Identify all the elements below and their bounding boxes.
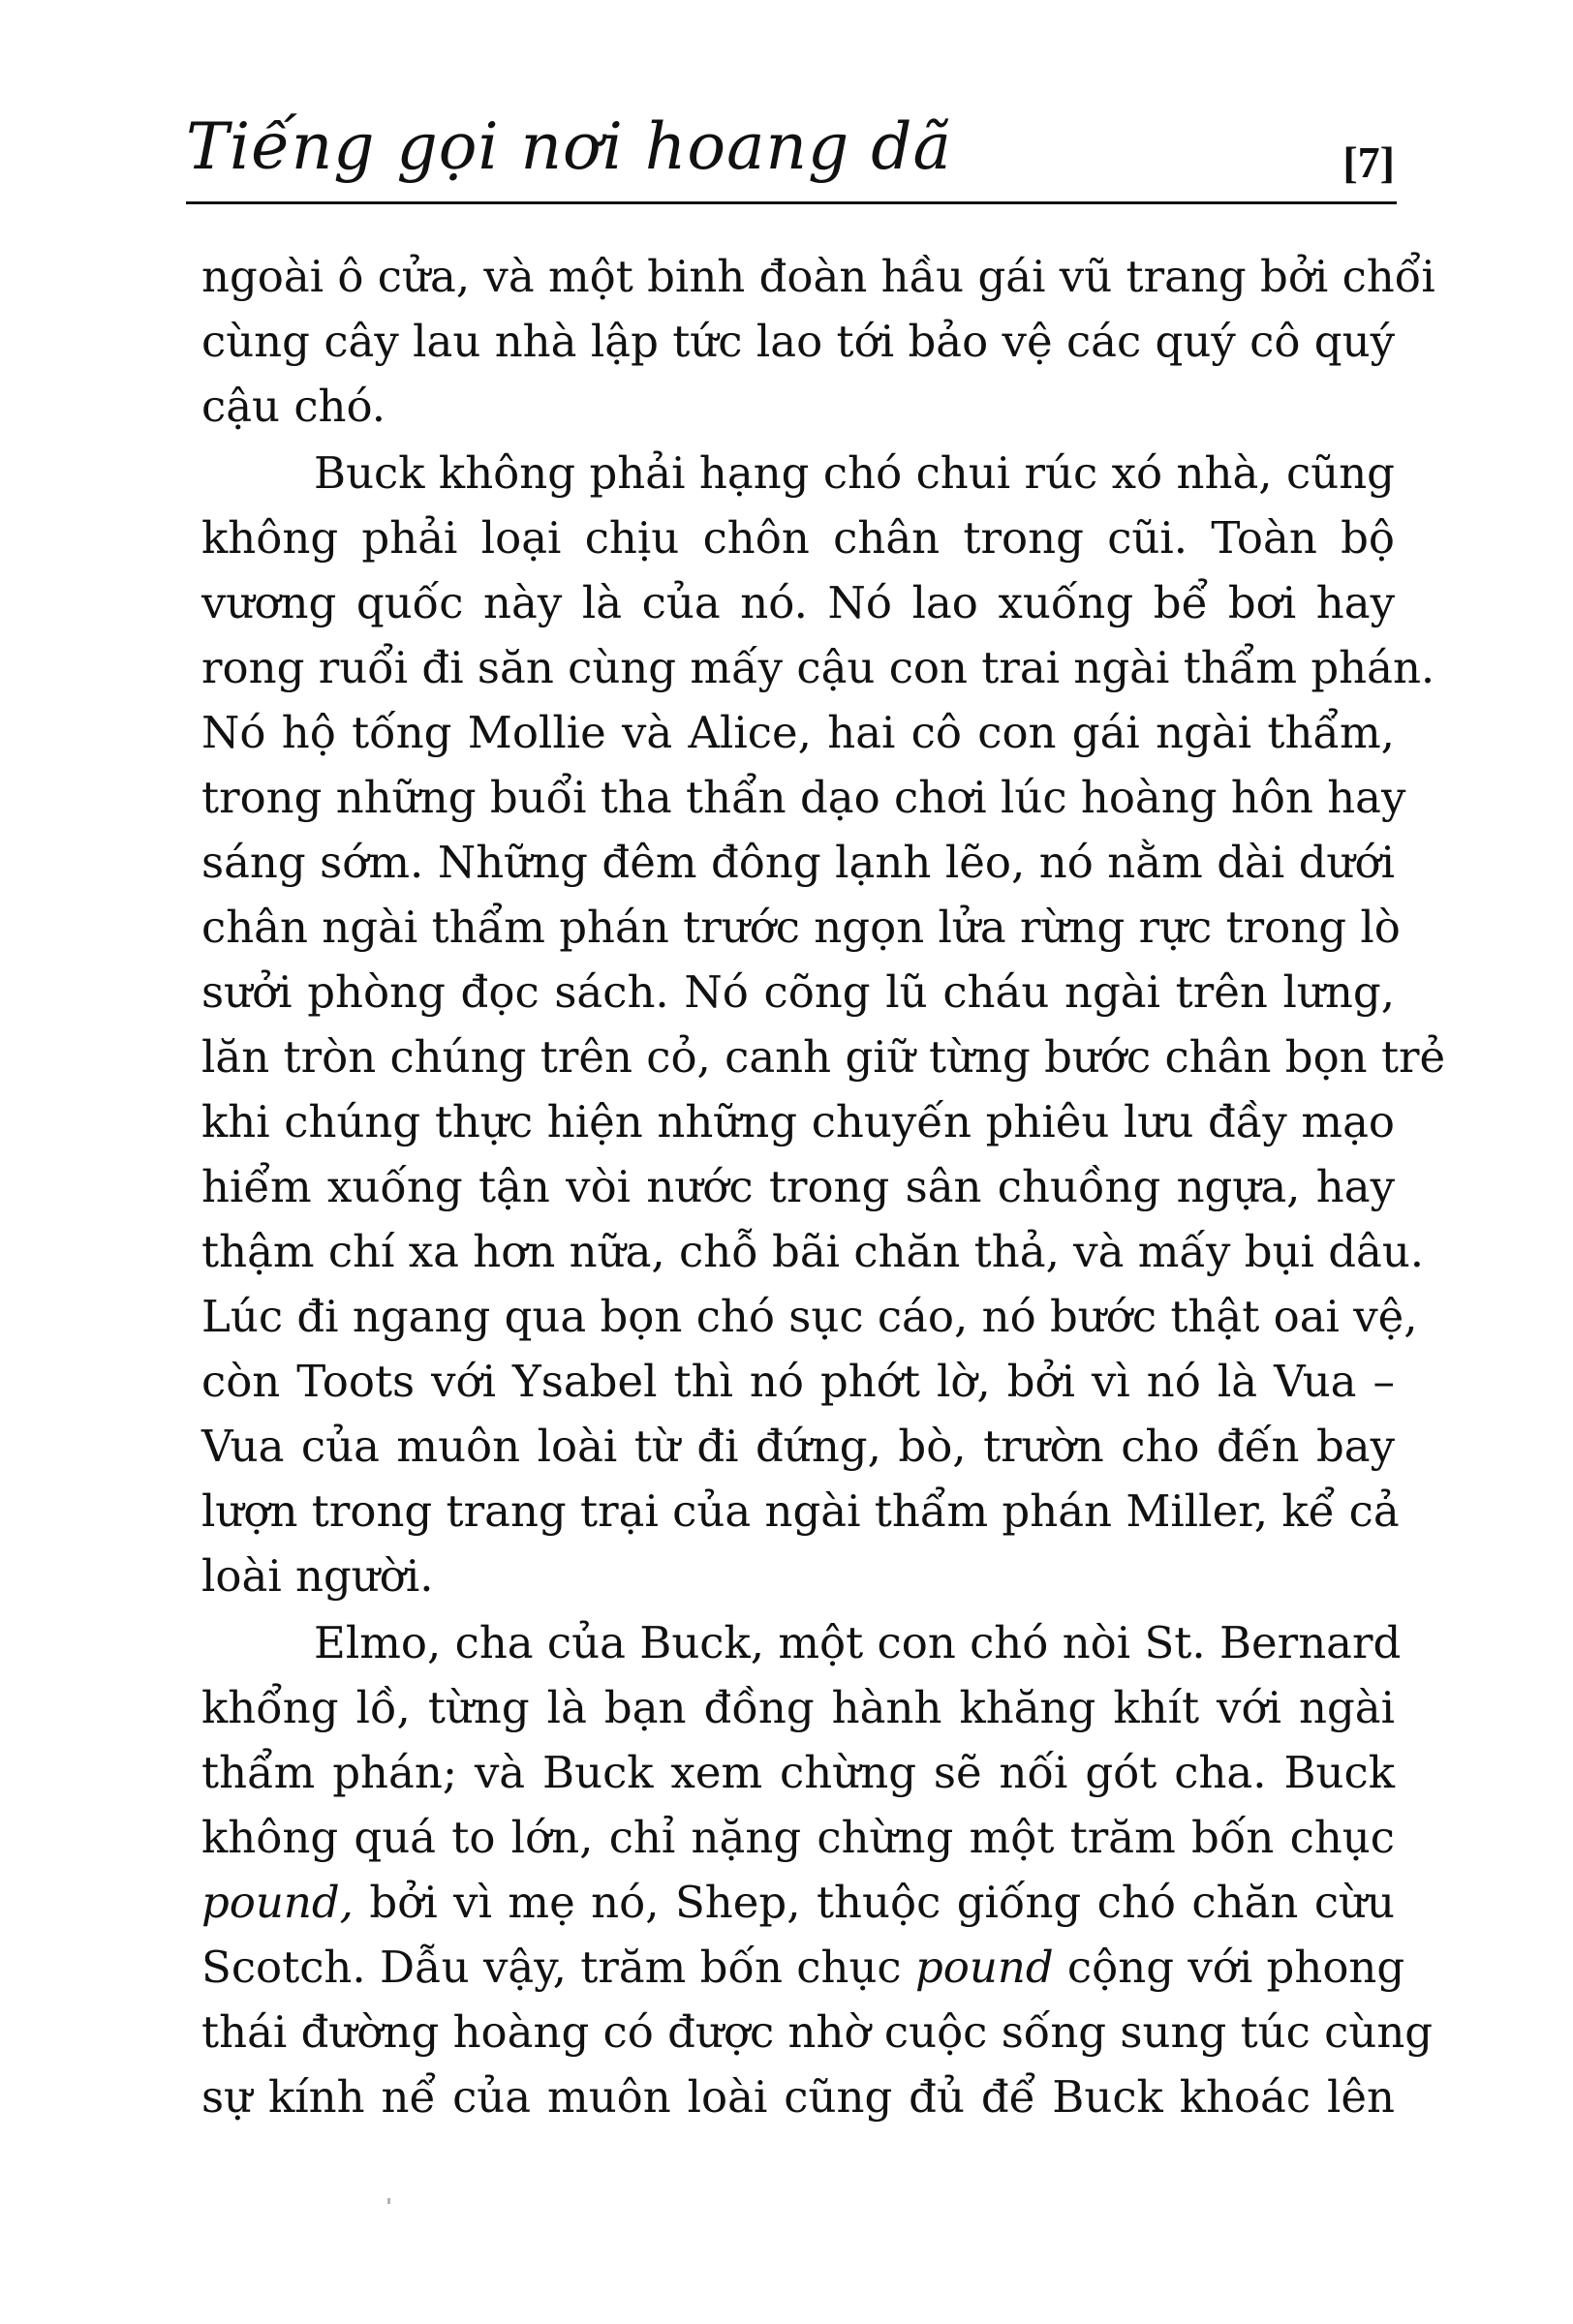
running-title: Tiếng gọi nơi hoang dã [186,109,952,184]
text-line: không quá to lớn, chỉ nặng chừng một trăm bốn chục [201,1812,1395,1863]
text-line: sự kính nể của muôn loài cũng đủ để Buck khoác lên [201,2071,1395,2123]
text-line: lượn trong trang trại của ngài thẩm phán Miller, kể cả [201,1485,1400,1537]
italic-word: pound [914,1942,1054,1993]
scan-speck [387,2198,390,2204]
text-line: ngoài ô cửa, và một binh đoàn hầu gái vũ trang bởi chổi [201,251,1435,302]
text-line: khi chúng thực hiện những chuyến phiêu lưu đầy mạo [201,1096,1395,1147]
text-line: Lúc đi ngang qua bọn chó sục cáo, nó bước thật oai vệ, [201,1291,1418,1342]
text-line: khổng lồ, từng là bạn đồng hành khăng khít với ngài [201,1682,1395,1733]
text-line: trong những buổi tha thẩn dạo chơi lúc hoàng hôn hay [201,772,1406,823]
text-line: rong ruổi đi săn cùng mấy cậu con trai ngài thẩm phán. [201,642,1435,693]
text-line: sáng sớm. Những đêm đông lạnh lẽo, nó nằm dài dưới [201,837,1395,888]
text-segment: bởi vì mẹ nó, Shep, thuộc giống chó chăn cừu [353,1877,1395,1928]
page-header [186,89,1395,196]
text-line: loài người. [201,1550,434,1602]
text-segment: cộng với phong [1053,1942,1405,1993]
italic-word: pound, [201,1877,354,1928]
text-line: Vua của muôn loài từ đi đứng, bò, trườn cho đến bay [201,1421,1395,1472]
text-line: thái đường hoàng có được nhờ cuộc sống sung túc cùng [201,2006,1434,2058]
text-line-mixed [201,1935,1405,2000]
text-line: cùng cây lau nhà lập tức lao tới bảo vệ các quý cô quý [201,316,1395,367]
text-line: lăn tròn chúng trên cỏ, canh giữ từng bước chân bọn trẻ [201,1031,1446,1083]
paragraph-1 [201,244,1435,439]
text-segment: Scotch. Dẫu vậy, trăm bốn chục [201,1942,915,1993]
page-number: [7] [1342,138,1395,187]
text-line-mixed [201,1870,1395,1935]
text-line: sưởi phòng đọc sách. Nó cõng lũ cháu ngài trên lưng, [201,966,1395,1018]
text-line: Elmo, cha của Buck, một con chó nòi St. Bernard [314,1617,1402,1668]
text-line: vương quốc này là của nó. Nó lao xuống bể bơi hay [201,577,1395,628]
body-text [201,244,1446,2131]
paragraph-3 [201,1610,1434,2129]
header-rule [186,201,1397,204]
text-line: còn Toots với Ysabel thì nó phớt lờ, bởi vì nó là Vua – [201,1356,1395,1407]
paragraph-2 [201,441,1446,1608]
text-line: Nó hộ tống Mollie và Alice, hai cô con gái ngài thẩm, [201,707,1395,758]
text-line: Buck không phải hạng chó chui rúc xó nhà, cũng [314,447,1395,499]
text-line: cậu chó. [201,381,386,432]
text-line: thậm chí xa hơn nữa, chỗ bãi chăn thả, và mấy bụi dâu. [201,1226,1425,1277]
text-line: chân ngài thẩm phán trước ngọn lửa rừng rực trong lò [201,902,1401,953]
text-line: thẩm phán; và Buck xem chừng sẽ nối gót cha. Buck [201,1747,1395,1798]
text-line: hiểm xuống tận vòi nước trong sân chuồng ngựa, hay [201,1161,1395,1212]
text-line: không phải loại chịu chôn chân trong cũi. Toàn bộ [201,512,1395,564]
